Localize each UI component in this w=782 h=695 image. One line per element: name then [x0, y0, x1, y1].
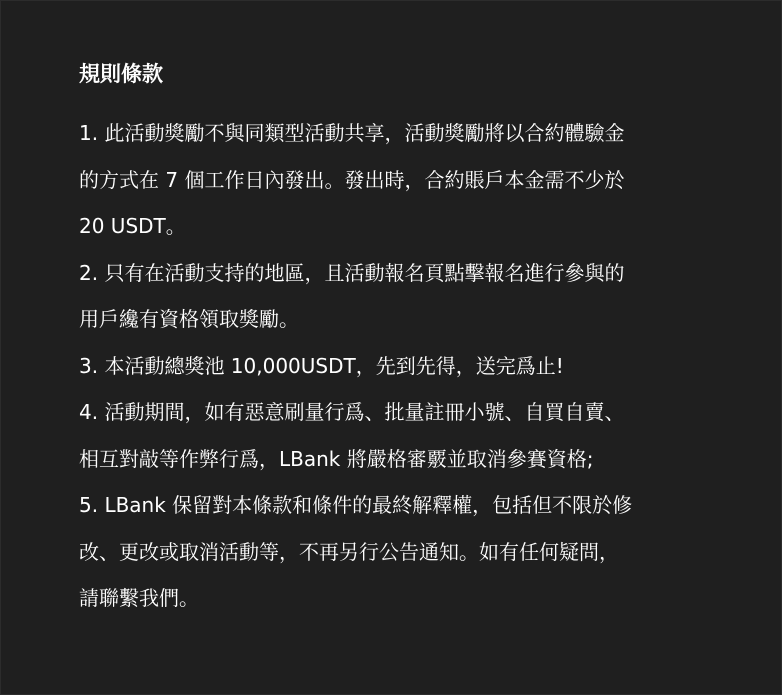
terms-line: 3. 本活動總獎池 10,000USDT，先到先得，送完爲止! [79, 353, 564, 378]
terms-title: 規則條款 [79, 62, 163, 86]
terms-line: 4. 活動期間，如有惡意刷量行爲、批量註冊小號、自買自賣、 [79, 400, 625, 424]
terms-line: 改、更改或取消活動等，不再另行公告通知。如有任何疑問， [79, 539, 619, 564]
terms-line: 請聯繫我們。 [79, 586, 199, 610]
terms-line: 的方式在 7 個工作日內發出。發出時，合約賬戶本金需不少於 [79, 167, 625, 192]
terms-line: 用戶纔有資格領取獎勵。 [79, 307, 299, 331]
terms-line: 5. LBank 保留對本條款和條件的最終解釋權，包括但不限於修 [79, 493, 633, 517]
terms-line: 1. 此活動獎勵不與同類型活動共享，活動獎勵將以合約體驗金 [79, 121, 625, 145]
terms-line: 相互對敲等作弊行爲，LBank 將嚴格審覈並取消參賽資格; [79, 446, 594, 471]
terms-list [79, 114, 719, 626]
terms-line: 20 USDT。 [79, 214, 186, 238]
terms-line: 2. 只有在活動支持的地區，且活動報名頁點擊報名進行參與的 [79, 260, 625, 285]
